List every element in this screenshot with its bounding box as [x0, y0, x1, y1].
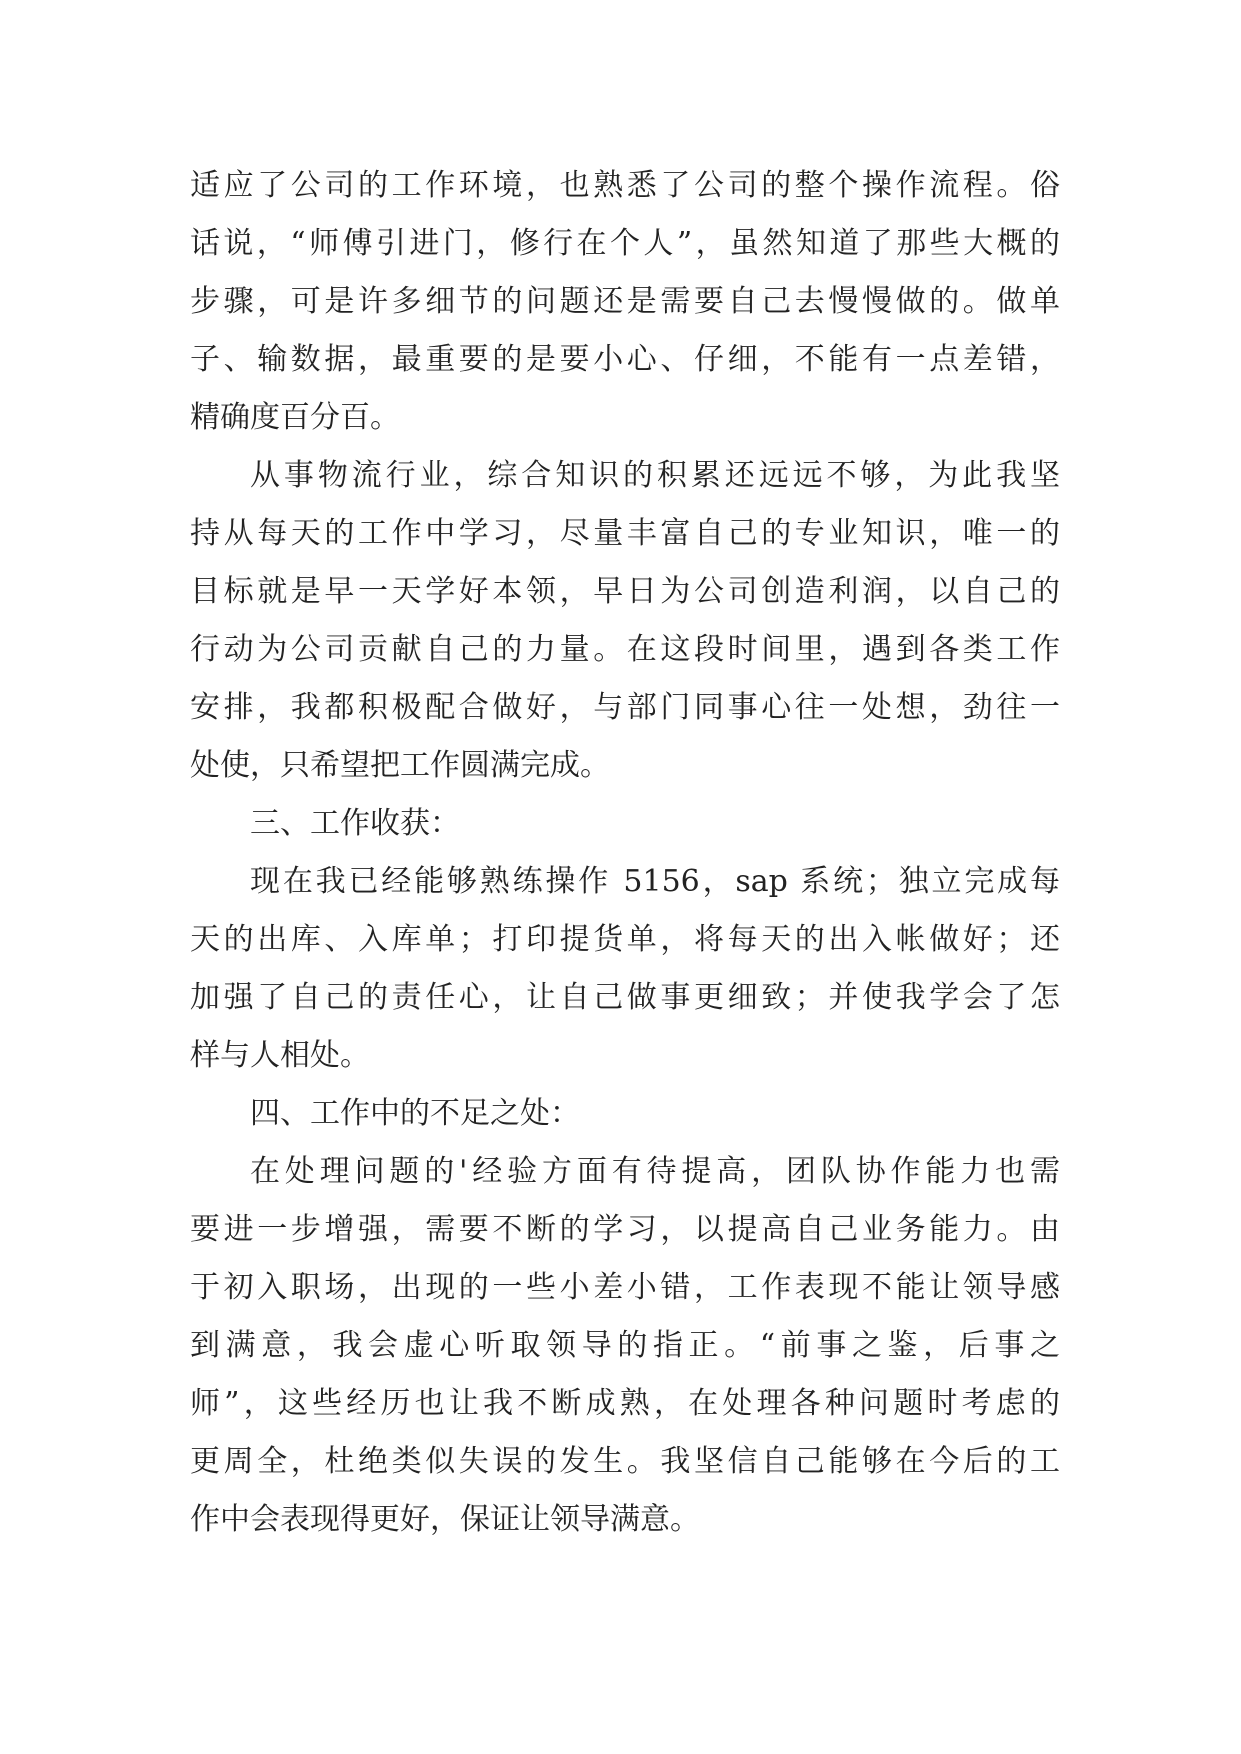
text-line: 目标就是早一天学好本领，早日为公司创造利润，以自己的 — [190, 574, 1060, 609]
text-line: 话说，“师傅引进门，修行在个人”，虽然知道了那些大概的 — [190, 226, 1060, 261]
text-line: 行动为公司贡献自己的力量。在这段时间里，遇到各类工作 — [190, 632, 1060, 667]
text-line: 步骤，可是许多细节的问题还是需要自己去慢慢做的。做单 — [190, 284, 1060, 319]
section-heading: 三、工作收获： — [250, 806, 460, 841]
text-line: 到满意，我会虚心听取领导的指正。“前事之鉴，后事之 — [190, 1328, 1060, 1363]
paragraph-first-line: 从事物流行业，综合知识的积累还远远不够，为此我坚 — [250, 458, 1060, 493]
paragraph-first-line: 现在我已经能够熟练操作 5156，sap 系统；独立完成每 — [250, 864, 1060, 899]
text-line: 持从每天的工作中学习，尽量丰富自己的专业知识，唯一的 — [190, 516, 1060, 551]
section-heading: 四、工作中的不足之处： — [250, 1096, 580, 1131]
text-line: 子、输数据，最重要的是要小心、仔细，不能有一点差错， — [190, 342, 1060, 377]
paragraph-first-line: 在处理问题的'经验方面有待提高，团队协作能力也需 — [250, 1154, 1060, 1189]
text-line: 作中会表现得更好，保证让领导满意。 — [190, 1502, 700, 1537]
document-body — [190, 157, 1060, 1549]
text-line: 更周全，杜绝类似失误的发生。我坚信自己能够在今后的工 — [190, 1444, 1060, 1479]
text-line: 适应了公司的工作环境，也熟悉了公司的整个操作流程。俗 — [190, 168, 1060, 203]
text-line: 要进一步增强，需要不断的学习，以提高自己业务能力。由 — [190, 1212, 1060, 1247]
text-line: 样与人相处。 — [190, 1038, 370, 1073]
text-line: 安排，我都积极配合做好，与部门同事心往一处想，劲往一 — [190, 690, 1060, 725]
text-line: 精确度百分百。 — [190, 400, 400, 435]
text-line: 天的出库、入库单；打印提货单，将每天的出入帐做好；还 — [190, 922, 1060, 957]
text-line: 于初入职场，出现的一些小差小错，工作表现不能让领导感 — [190, 1270, 1060, 1305]
text-line: 处使，只希望把工作圆满完成。 — [190, 748, 610, 783]
text-line: 加强了自己的责任心，让自己做事更细致；并使我学会了怎 — [190, 980, 1060, 1015]
text-line: 师”，这些经历也让我不断成熟，在处理各种问题时考虑的 — [190, 1386, 1060, 1421]
